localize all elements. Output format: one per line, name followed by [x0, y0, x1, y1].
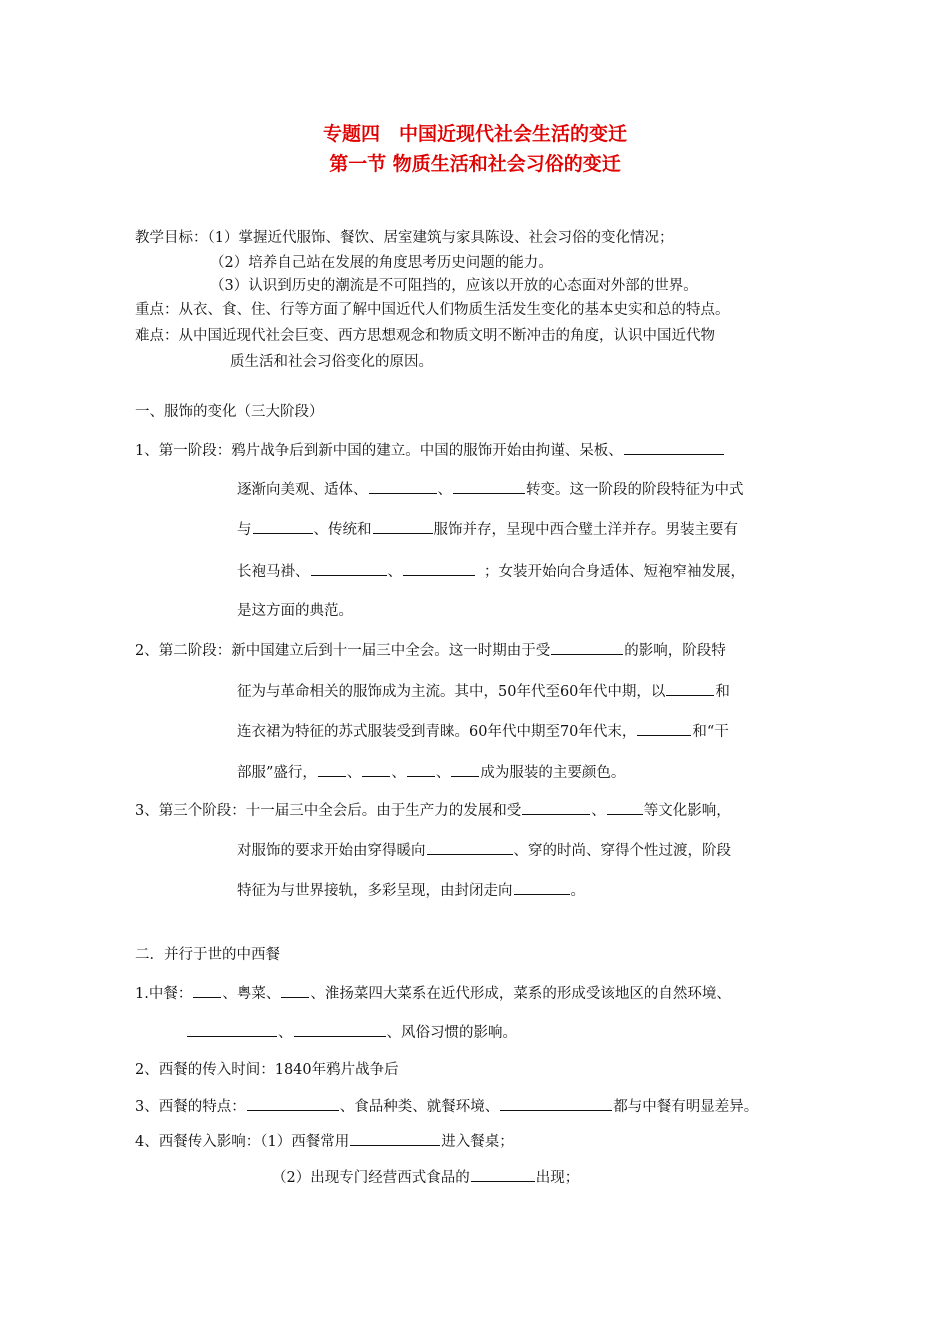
difficulty-line-1: 难点：从中国近现代社会巨变、西方思想观念和物质文明不断冲击的角度，认识中国近代物 — [135, 328, 715, 344]
text: 2、第二阶段：新中国建立后到十一届三中全会。这一时期由于受 — [135, 643, 551, 659]
text: 3、第三个阶段：十一届三中全会后。由于生产力的发展和受 — [135, 803, 522, 819]
s2-line-2 — [186, 1022, 517, 1043]
fill-blank[interactable] — [187, 1022, 277, 1037]
text: 和“干 — [692, 724, 729, 740]
text: 成为服装的主要颜色。 — [480, 765, 626, 781]
fill-blank[interactable] — [500, 1096, 612, 1111]
text: 、 — [391, 765, 406, 781]
text: 逐渐向美观、适体、 — [237, 482, 368, 498]
s1-line-4 — [237, 561, 745, 582]
text: 、 — [437, 482, 452, 498]
text: 、风俗习惯的影响。 — [386, 1025, 517, 1041]
s2-line-3: 2、西餐的传入时间：1840年鸦片战争后 — [135, 1062, 399, 1078]
fill-blank[interactable] — [253, 519, 313, 534]
text: 、粤菜、 — [222, 986, 281, 1002]
page-subtitle: 第一节 物质生活和社会习俗的变迁 — [329, 153, 621, 175]
s1-line-11 — [237, 840, 731, 861]
page-title: 专题四 中国近现代社会生活的变迁 — [322, 123, 627, 145]
fill-blank[interactable] — [666, 681, 714, 696]
key-point: 重点：从衣、食、住、行等方面了解中国近代人们物质生活发生变化的基本史实和总的特点。 — [135, 302, 730, 318]
fill-blank[interactable] — [407, 762, 435, 777]
fill-blank[interactable] — [637, 721, 691, 736]
fill-blank[interactable] — [624, 440, 724, 455]
text: 、淮扬菜四大菜系在近代形成，菜系的形成受该地区的自然环境、 — [310, 986, 731, 1002]
fill-blank[interactable] — [427, 840, 513, 855]
text: 1、第一阶段：鸦片战争后到新中国的建立。中国的服饰开始由拘谨、呆板、 — [135, 443, 623, 459]
goal-3: （3）认识到历史的潮流是不可阻挡的，应该以开放的心态面对外部的世界。 — [210, 278, 698, 294]
goal-1-text: （1）掌握近代服饰、餐饮、居室建筑与家具陈设、社会习俗的变化情况； — [207, 230, 674, 246]
s2-line-4 — [135, 1096, 758, 1117]
fill-blank[interactable] — [247, 1096, 339, 1111]
fill-blank[interactable] — [522, 800, 590, 815]
goals-label: 教学目标： — [135, 230, 208, 246]
text: 、 — [591, 803, 606, 819]
text: 与 — [237, 522, 252, 538]
text: 对服饰的要求开始由穿得暖向 — [237, 843, 426, 859]
text: 长袍马褂、 — [237, 564, 310, 580]
text: 。 — [570, 883, 585, 899]
goal-1 — [135, 228, 673, 248]
text: 等文化影响， — [643, 803, 731, 819]
text: 都与中餐有明显差异。 — [613, 1099, 759, 1115]
s2-line-1 — [135, 983, 731, 1004]
fill-blank[interactable] — [403, 561, 475, 576]
difficulty-line-2: 质生活和社会习俗变化的原因。 — [230, 354, 433, 370]
text: 3、西餐的特点： — [135, 1099, 246, 1115]
goal-2: （2）培养自己站在发展的角度思考历史问题的能力。 — [210, 255, 553, 271]
s1-line-3 — [237, 519, 738, 540]
fill-blank[interactable] — [294, 1022, 386, 1037]
s1-line-8 — [237, 721, 729, 742]
fill-blank[interactable] — [369, 479, 437, 494]
text: （2）出现专门经营西式食品的 — [272, 1170, 470, 1186]
fill-blank[interactable] — [350, 1131, 440, 1146]
s2-line-5 — [135, 1131, 514, 1152]
text: 、 — [278, 1025, 293, 1041]
s1-line-7 — [237, 681, 730, 702]
s1-line-1 — [135, 440, 725, 461]
text: 进入餐桌； — [441, 1134, 514, 1150]
s1-line-9 — [237, 762, 625, 783]
fill-blank[interactable] — [551, 640, 623, 655]
fill-blank[interactable] — [193, 983, 221, 998]
fill-blank[interactable] — [453, 479, 525, 494]
text: 、 — [435, 765, 451, 781]
text: 服饰并存，呈现中西合璧土洋并存。男装主要有 — [433, 522, 738, 538]
fill-blank[interactable] — [451, 762, 479, 777]
s1-line-12 — [237, 880, 585, 901]
text: 、食品种类、就餐环境、 — [339, 1099, 500, 1115]
fill-blank[interactable] — [281, 983, 309, 998]
s1-line-2 — [237, 479, 744, 500]
text: 征为与革命相关的服饰成为主流。其中，50年代至60年代中期，以 — [237, 684, 666, 700]
s1-line-6 — [135, 640, 726, 661]
text: 转变。这一阶段的阶段特征为中式 — [526, 482, 744, 498]
fill-blank[interactable] — [373, 519, 433, 534]
text: 、 — [346, 765, 362, 781]
fill-blank[interactable] — [311, 561, 387, 576]
text: 出现； — [535, 1170, 580, 1186]
s1-line-5: 是这方面的典范。 — [237, 603, 353, 619]
text: 和 — [715, 684, 730, 700]
fill-blank[interactable] — [318, 762, 346, 777]
text: 的影响，阶段特 — [624, 643, 726, 659]
text: 、穿的时尚、穿得个性过渡，阶段 — [513, 843, 731, 859]
text: 4、西餐传入影响：（1）西餐常用 — [135, 1134, 350, 1150]
fill-blank[interactable] — [514, 880, 570, 895]
s1-line-10 — [135, 800, 731, 821]
text: 特征为与世界接轨，多彩呈现，由封闭走向 — [237, 883, 513, 899]
text: 1.中餐： — [135, 986, 193, 1002]
fill-blank[interactable] — [607, 800, 643, 815]
fill-blank[interactable] — [471, 1167, 535, 1182]
text: ；女装开始向合身适体、短袍窄袖发展， — [484, 564, 745, 580]
s2-line-6 — [272, 1167, 579, 1188]
text: 连衣裙为特征的苏式服装受到青睐。60年代中期至70年代末， — [237, 724, 637, 740]
fill-blank[interactable] — [362, 762, 390, 777]
section-1-heading: 一、服饰的变化（三大阶段） — [135, 404, 324, 420]
text: 、传统和 — [313, 522, 372, 538]
section-2-heading: 二．并行于世的中西餐 — [135, 947, 280, 963]
text: 部服”盛行， — [237, 765, 317, 781]
text: 、 — [387, 564, 402, 580]
